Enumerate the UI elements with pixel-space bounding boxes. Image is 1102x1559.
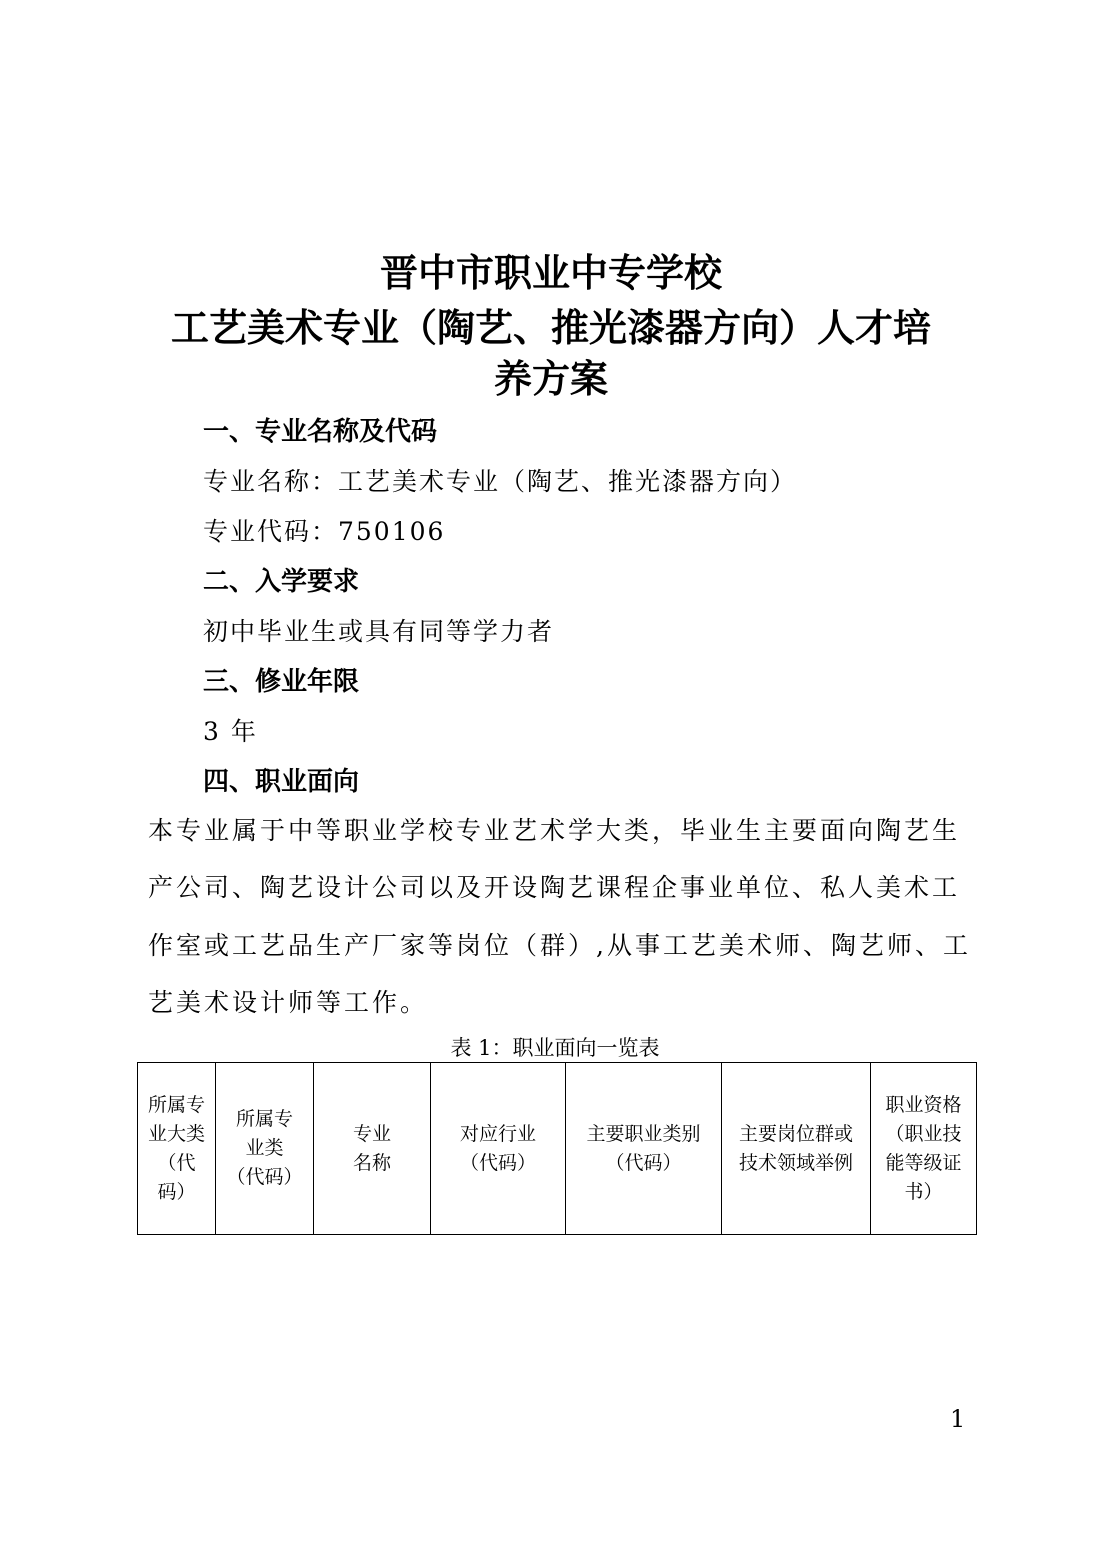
header-major-class bbox=[216, 1063, 314, 1235]
header-text: （代码） bbox=[605, 1151, 682, 1174]
table-header-row bbox=[138, 1063, 977, 1235]
career-paragraph-line: 产公司、陶艺设计公司以及开设陶艺课程企事业单位、私人美术工 bbox=[148, 873, 961, 902]
career-paragraph-line: 本专业属于中等职业学校专业艺术学大类，毕业生主要面向陶艺生 bbox=[148, 816, 961, 845]
header-text: 业大类 bbox=[147, 1122, 205, 1145]
header-text: 书） bbox=[904, 1180, 943, 1203]
header-occupation-category bbox=[566, 1063, 722, 1235]
duration-body: 3 年 bbox=[203, 717, 258, 746]
header-text: 对应行业 bbox=[459, 1122, 536, 1145]
header-text: 专业 bbox=[352, 1122, 391, 1145]
header-text: 名称 bbox=[352, 1151, 391, 1174]
header-text: （职业技 bbox=[885, 1122, 962, 1145]
header-text: （代 bbox=[157, 1151, 196, 1174]
header-text: 主要职业类别 bbox=[586, 1122, 701, 1145]
header-text: 码） bbox=[157, 1180, 196, 1203]
admission-body: 初中毕业生或具有同等学力者 bbox=[203, 617, 555, 646]
header-text: 业类 bbox=[245, 1137, 284, 1159]
section-heading-career: 四、职业面向 bbox=[203, 767, 360, 797]
section-heading-admission: 二、入学要求 bbox=[203, 567, 360, 597]
header-text: 所属专 bbox=[235, 1108, 293, 1130]
career-paragraph-line: 作室或工艺品生产厂家等岗位（群）,从事工艺美术师、陶艺师、工 bbox=[148, 931, 971, 960]
header-major-category bbox=[138, 1063, 216, 1235]
header-industry bbox=[431, 1063, 566, 1235]
occupation-table bbox=[137, 1062, 977, 1235]
document-title-line-2: 工艺美术专业（陶艺、推光漆器方向）人才培 bbox=[170, 306, 931, 350]
header-text: 能等级证 bbox=[885, 1151, 962, 1174]
section-heading-major-name: 一、专业名称及代码 bbox=[203, 417, 438, 447]
document-title-line-1: 晋中市职业中专学校 bbox=[379, 251, 722, 295]
career-paragraph-line: 艺美术设计师等工作。 bbox=[148, 988, 429, 1017]
section-heading-duration: 三、修业年限 bbox=[203, 667, 360, 697]
header-text: （代码） bbox=[226, 1166, 303, 1188]
major-name-line: 专业名称：工艺美术专业（陶艺、推光漆器方向） bbox=[203, 467, 798, 496]
header-qualification bbox=[871, 1063, 977, 1235]
header-text: 所属专 bbox=[147, 1093, 205, 1116]
header-text: 技术领域举例 bbox=[738, 1151, 853, 1174]
major-code-line: 专业代码：750106 bbox=[203, 517, 446, 546]
header-major-name bbox=[314, 1063, 431, 1235]
page-number: 1 bbox=[950, 1405, 966, 1433]
header-text: 职业资格 bbox=[885, 1093, 962, 1116]
table-caption: 表 1：职业面向一览表 bbox=[450, 1036, 660, 1060]
document-title-line-3: 养方案 bbox=[493, 357, 608, 401]
header-text: （代码） bbox=[459, 1151, 536, 1174]
header-text: 主要岗位群或 bbox=[738, 1122, 853, 1145]
header-positions bbox=[722, 1063, 871, 1235]
